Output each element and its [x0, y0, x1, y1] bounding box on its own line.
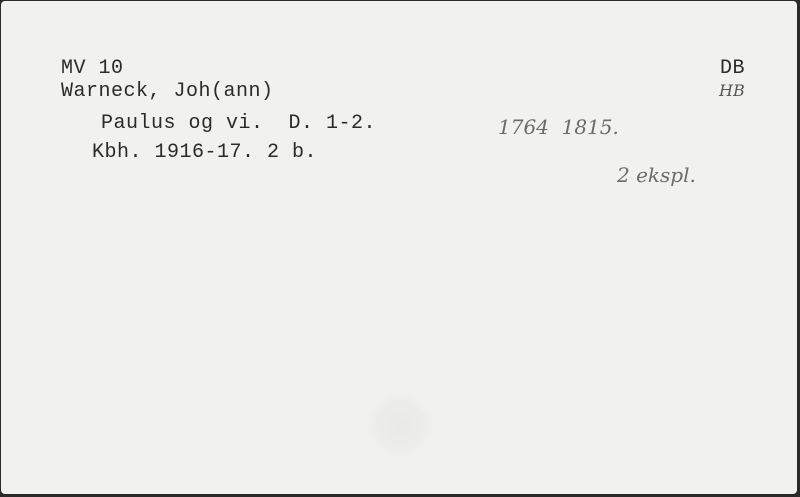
- catalog-card: [1, 1, 797, 494]
- title-line: Paulus og vi. D. 1-2.: [101, 112, 377, 135]
- imprint-line: Kbh. 1916-17. 2 b.: [92, 141, 318, 164]
- author-heading: Warneck, Joh(ann): [61, 80, 274, 103]
- location-handwritten: HB: [719, 81, 745, 100]
- handwritten-copies: 2 ekspl.: [617, 163, 696, 187]
- handwritten-numbers: 1764 1815.: [498, 115, 619, 139]
- call-number: MV 10: [61, 57, 124, 80]
- location-code: DB: [720, 57, 746, 80]
